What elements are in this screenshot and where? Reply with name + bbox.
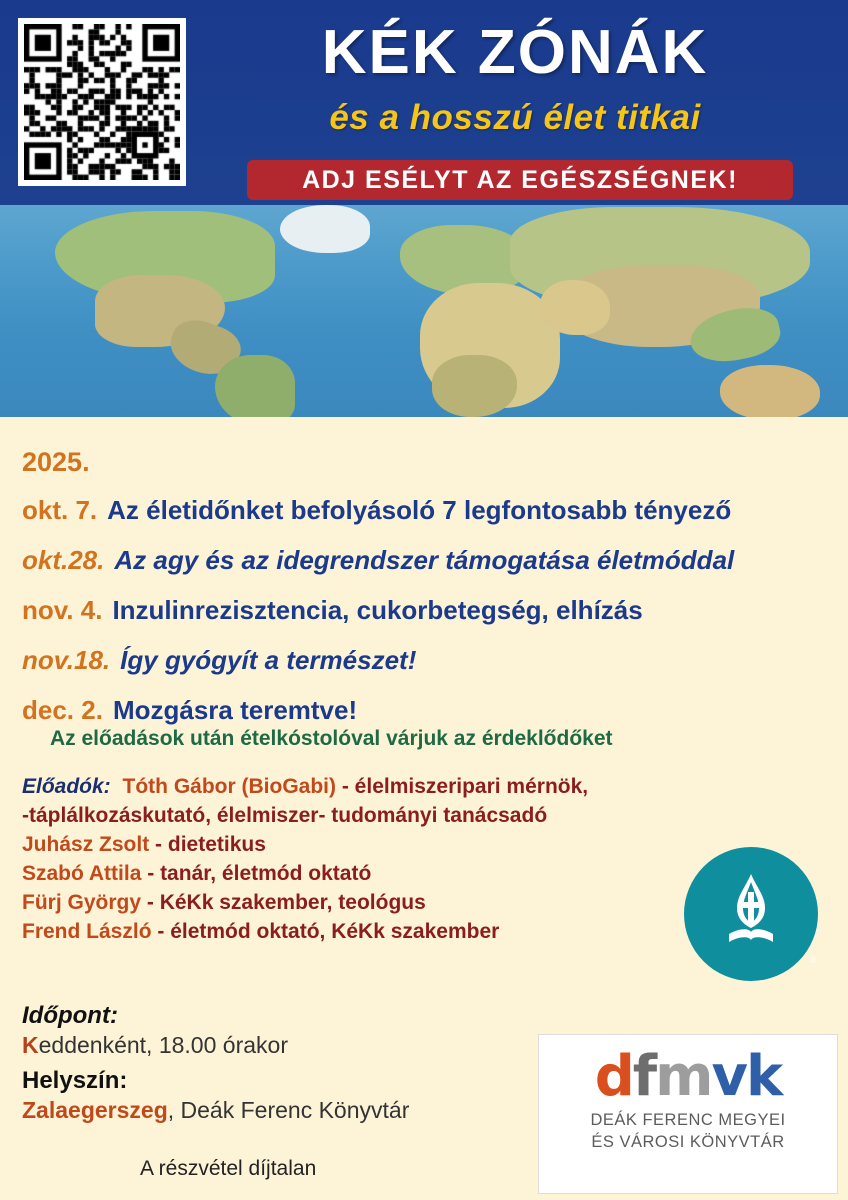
program-item-title: Inzulinrezisztencia, cukorbetegség, elhízás [112,595,643,625]
speaker-name: Juhász Zsolt [22,833,150,856]
speaker-row-first [22,772,682,801]
qr-code[interactable] [18,18,186,186]
speaker-role-line2: -táplálkozáskutató, élelmiszer- tudományi tanácsadó [22,804,548,827]
library-mark-m: m [655,1044,712,1109]
speaker-row [22,830,682,859]
time-rest: eddenként, 18.00 órakor [38,1032,288,1058]
library-logo [538,1034,838,1194]
program-item-title: Az életidőnket befolyásoló 7 legfontosabb tényező [107,495,732,525]
participation-fee: A részvétel díjtalan [140,1157,317,1180]
library-mark-d: d [594,1044,633,1109]
program-item-date: nov. 4. [22,595,103,625]
adventist-logo [684,847,818,981]
program-item-date: dec. 2. [22,695,103,725]
speaker-row-first-cont [22,801,682,830]
program-item-date: okt.28. [22,545,105,575]
event-info [22,1002,542,1132]
speaker-role: - KéKk szakember, teológus [141,891,426,914]
poster-header [0,0,848,205]
place-venue: , Deák Ferenc Könyvtár [167,1097,410,1123]
landmass-south-america [215,355,295,417]
library-name-text1: DEÁK FERENC MEGYEI [590,1111,786,1129]
speakers-heading: Előadók: [22,775,111,798]
program-item-1 [22,495,731,526]
program-item-3 [22,595,643,626]
library-name-line1 [547,1109,829,1131]
time-value [22,1032,542,1059]
program-item-title: Az agy és az idegrendszer támogatása életmóddal [114,545,735,575]
landmass-middle-east [540,280,610,335]
landmass-greenland [280,205,370,253]
time-heading: Időpont: [22,1002,118,1029]
speakers-block [22,772,682,946]
speaker-name: Tóth Gábor (BioGabi) [122,775,337,798]
program-item-4 [22,645,416,676]
landmass-australia [720,365,820,417]
place-heading: Helyszín: [22,1067,128,1094]
library-wordmark [547,1045,829,1109]
after-lecture-note: Az előadások után ételkóstolóval várjuk az érdeklődőket [50,727,613,750]
speaker-row [22,888,682,917]
library-name-text2: ÉS VÁROSI KÖNYVTÁR [591,1133,785,1151]
page-subtitle: és a hosszú élet titkai [329,98,701,137]
flame-book-icon [699,862,803,966]
program-item-title: Mozgásra teremtve! [112,695,358,725]
time-initial: K [22,1032,39,1058]
poster-body [0,417,848,1200]
program-item-5 [22,695,357,726]
library-name-line2 [547,1131,829,1153]
speaker-role: - tanár, életmód oktató [141,862,372,885]
speaker-name: Szabó Attila [22,862,142,885]
place-city: Zalaegerszeg [22,1097,168,1123]
speaker-role: - életmód oktató, KéKk szakember [151,920,500,943]
landmass-africa-south [432,355,517,417]
speaker-name: Frend László [22,920,152,943]
header-banner: ADJ ESÉLYT AZ EGÉSZSÉGNEK! [247,160,793,200]
program-item-2 [22,545,734,576]
page-title: KÉK ZÓNÁK [321,18,709,87]
speaker-name: Fürj György [22,891,142,914]
program-year: 2025. [22,447,90,477]
qr-code-canvas [24,24,180,180]
library-mark-vk: vk [711,1044,782,1109]
program-item-date: okt. 7. [22,495,98,525]
world-map [0,205,848,417]
speaker-role: - dietetikus [149,833,266,856]
library-mark-f: f [632,1044,656,1109]
speaker-row [22,859,682,888]
program-item-date: nov.18. [22,645,111,675]
speaker-row [22,917,682,946]
speaker-role: - élelmiszeripari mérnök, [336,775,589,798]
program-item-title: Így gyógyít a természet! [120,645,417,675]
place-value [22,1097,542,1124]
registered-mark: ® [809,955,816,965]
